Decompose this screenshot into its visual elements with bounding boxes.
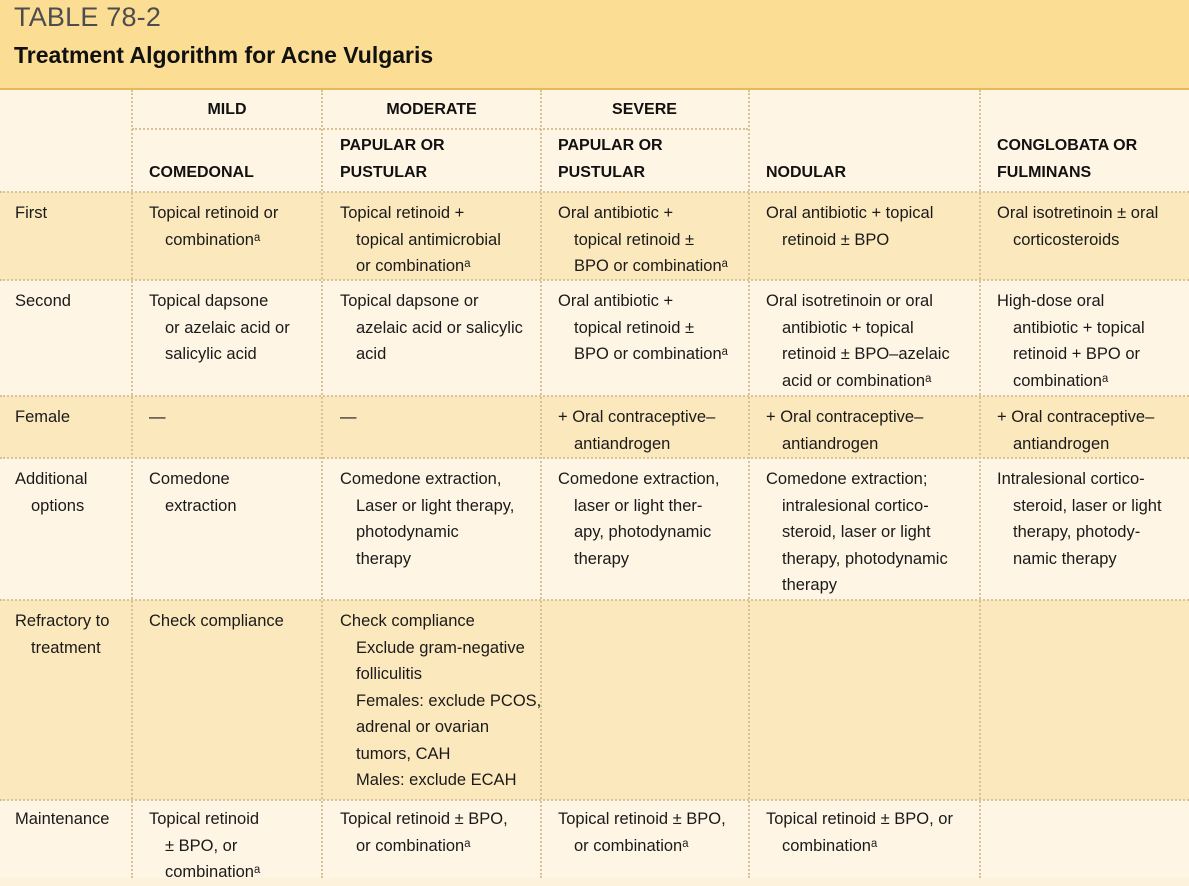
table-cell-second-nodular: [766, 288, 950, 394]
table-cell-additional-comedonal: [149, 466, 237, 519]
cell-line: therapy: [356, 549, 412, 568]
table-cell-second-sev_papular: [558, 288, 728, 368]
cell-line: antibiotic + topical: [782, 318, 914, 337]
table-cell-first-conglobata: [997, 200, 1158, 253]
cell-line: Topical dapsone or: [340, 292, 479, 310]
cell-line: combinationᵃ: [782, 836, 878, 855]
cell-line: combinationᵃ: [1013, 371, 1109, 390]
cell-line: Comedone extraction,: [340, 470, 502, 488]
cell-line: therapy: [574, 549, 630, 568]
cell-line: extraction: [165, 496, 237, 515]
cell-line: Females: exclude PCOS,: [356, 691, 542, 710]
cell-line: Female: [15, 408, 71, 426]
cell-line: treatment: [31, 638, 101, 657]
cell-line: corticosteroids: [1013, 230, 1120, 249]
table-cell-second-conglobata: [997, 288, 1145, 394]
cell-line: Intralesional cortico-: [997, 470, 1145, 488]
cell-line: Comedone extraction,: [558, 470, 720, 488]
cell-line: namic therapy: [1013, 549, 1117, 568]
cell-line: photodynamic: [356, 523, 459, 541]
column-rule: [321, 90, 323, 878]
cell-line: adrenal or ovarian: [356, 718, 489, 736]
cell-line: acid: [356, 345, 387, 363]
row-label-second: [15, 288, 71, 315]
cell-line: topical retinoid ±: [574, 230, 695, 249]
cell-line: —: [149, 408, 166, 426]
cell-line: Oral isotretinoin ± oral: [997, 204, 1159, 222]
cell-line: Comedone: [149, 470, 230, 488]
cell-line: Second: [15, 292, 71, 310]
cell-line: BPO or combinationᵃ: [574, 345, 728, 363]
column-header-conglobata: CONGLOBATA OR FULMINANS: [997, 137, 1138, 181]
cell-line: High-dose oral: [997, 292, 1105, 310]
table-cell-refractory-mod_papular: [340, 608, 541, 794]
cell-line: Exclude gram-negative: [356, 638, 525, 657]
cell-line: Oral antibiotic +: [558, 292, 674, 310]
table-cell-maintenance-nodular: [766, 806, 953, 859]
cell-line: First: [15, 204, 48, 222]
row-rule: [0, 191, 1189, 193]
cell-line: Oral antibiotic +: [558, 204, 674, 222]
cell-line: combinationᵃ: [165, 863, 261, 881]
row-rule: [0, 395, 1189, 397]
table-cell-additional-nodular: [766, 466, 948, 599]
cell-line: + Oral contraceptive–: [558, 408, 716, 426]
cell-line: antiandrogen: [782, 434, 879, 453]
cell-line: Check compliance: [149, 612, 284, 630]
column-rule: [748, 90, 750, 878]
cell-line: options: [31, 496, 85, 515]
cell-line: Check compliance: [340, 612, 475, 630]
row-rule: [0, 799, 1189, 801]
row-label-female: [15, 404, 70, 431]
cell-line: Maintenance: [15, 810, 110, 828]
group-header-moderate: MODERATE: [386, 101, 477, 118]
cell-line: + Oral contraceptive–: [997, 408, 1155, 426]
table-cell-first-nodular: [766, 200, 933, 253]
cell-line: retinoid ± BPO: [782, 230, 890, 249]
table-number: TABLE 78-2: [14, 2, 162, 32]
cell-line: steroid, laser or light: [782, 523, 931, 541]
table-cell-female-mod_papular: [340, 404, 357, 431]
cell-line: combinationᵃ: [165, 230, 261, 249]
cell-line: Topical retinoid ± BPO,: [558, 810, 726, 828]
cell-line: acid or combinationᵃ: [782, 371, 932, 390]
cell-line: or azelaic acid or: [165, 318, 290, 337]
cell-line: azelaic acid or salicylic: [356, 318, 523, 337]
cell-line: tumors, CAH: [356, 744, 451, 763]
cell-line: antiandrogen: [1013, 434, 1110, 453]
table-cell-first-comedonal: [149, 200, 278, 253]
row-rule: [0, 457, 1189, 459]
cell-line: Topical retinoid ± BPO, or: [766, 810, 953, 828]
column-header-severe-papular: PAPULAR OR PUSTULAR: [558, 137, 663, 181]
cell-line: Topical retinoid ± BPO,: [340, 810, 508, 828]
cell-line: laser or light ther-: [574, 496, 703, 515]
table-cell-second-mod_papular: [340, 288, 523, 368]
table-cell-first-mod_papular: [340, 200, 501, 280]
cell-line: Laser or light therapy,: [356, 496, 515, 515]
table-cell-additional-conglobata: [997, 466, 1162, 572]
row-label-first: [15, 200, 47, 227]
table-cell-maintenance-comedonal: [149, 806, 260, 886]
cell-line: topical retinoid ±: [574, 318, 695, 337]
cell-line: antibiotic + topical: [1013, 318, 1145, 337]
row-rule: [0, 599, 1189, 601]
cell-line: salicylic acid: [165, 345, 257, 363]
table-cell-refractory-comedonal: [149, 608, 284, 635]
row-label-additional: [15, 466, 87, 519]
column-rule: [131, 90, 133, 878]
row-label-refractory: [15, 608, 109, 661]
cell-line: Refractory to: [15, 612, 110, 630]
cell-line: therapy, photody-: [1013, 523, 1141, 541]
table-cell-additional-mod_papular: [340, 466, 514, 572]
cell-line: intralesional cortico-: [782, 496, 929, 515]
cell-line: Comedone extraction;: [766, 470, 928, 488]
cell-line: Topical retinoid or: [149, 204, 279, 222]
table-cell-female-nodular: [766, 404, 923, 457]
table-cell-maintenance-sev_papular: [558, 806, 726, 859]
cell-line: retinoid ± BPO–azelaic: [782, 345, 950, 363]
cell-line: steroid, laser or light: [1013, 496, 1162, 515]
cell-line: retinoid + BPO or: [1013, 345, 1141, 363]
cell-line: folliculitis: [356, 665, 423, 683]
table-title: Treatment Algorithm for Acne Vulgaris: [14, 42, 434, 68]
cell-line: Topical retinoid +: [340, 204, 465, 222]
cell-line: Males: exclude ECAH: [356, 771, 517, 789]
cell-line: or combinationᵃ: [356, 836, 471, 855]
group-header-severe: SEVERE: [612, 101, 677, 118]
cell-line: therapy, photodynamic: [782, 549, 948, 568]
column-header-comedonal: COMEDONAL: [149, 164, 254, 181]
cell-line: or combinationᵃ: [356, 257, 471, 275]
cell-line: Additional: [15, 470, 88, 488]
row-label-maintenance: [15, 806, 109, 833]
group-rule: [132, 128, 748, 130]
cell-line: ± BPO, or: [165, 836, 238, 855]
table-cell-maintenance-mod_papular: [340, 806, 508, 859]
cell-line: Oral isotretinoin or oral: [766, 292, 933, 310]
column-rule: [979, 90, 981, 878]
group-header-mild: MILD: [207, 101, 247, 118]
cell-line: antiandrogen: [574, 434, 671, 453]
cell-line: Oral antibiotic + topical: [766, 204, 934, 222]
column-header-moderate-papular: PAPULAR OR PUSTULAR: [340, 137, 445, 181]
cell-line: apy, photodynamic: [574, 523, 712, 541]
cell-line: Topical dapsone: [149, 292, 269, 310]
table-cell-second-comedonal: [149, 288, 290, 368]
column-header-nodular: NODULAR: [766, 164, 846, 181]
cell-line: or combinationᵃ: [574, 836, 689, 855]
table-cell-female-conglobata: [997, 404, 1154, 457]
cell-line: Topical retinoid: [149, 810, 260, 828]
table-cell-first-sev_papular: [558, 200, 728, 280]
treatment-table: [0, 90, 1189, 881]
table-header: [0, 0, 1189, 90]
cell-line: —: [340, 408, 357, 426]
cell-line: topical antimicrobial: [356, 230, 501, 249]
table-cell-female-comedonal: [149, 404, 166, 431]
table-cell-female-sev_papular: [558, 404, 715, 457]
table-cell-additional-sev_papular: [558, 466, 719, 572]
cell-line: BPO or combinationᵃ: [574, 257, 728, 275]
cell-line: + Oral contraceptive–: [766, 408, 924, 426]
cell-line: therapy: [782, 576, 838, 594]
